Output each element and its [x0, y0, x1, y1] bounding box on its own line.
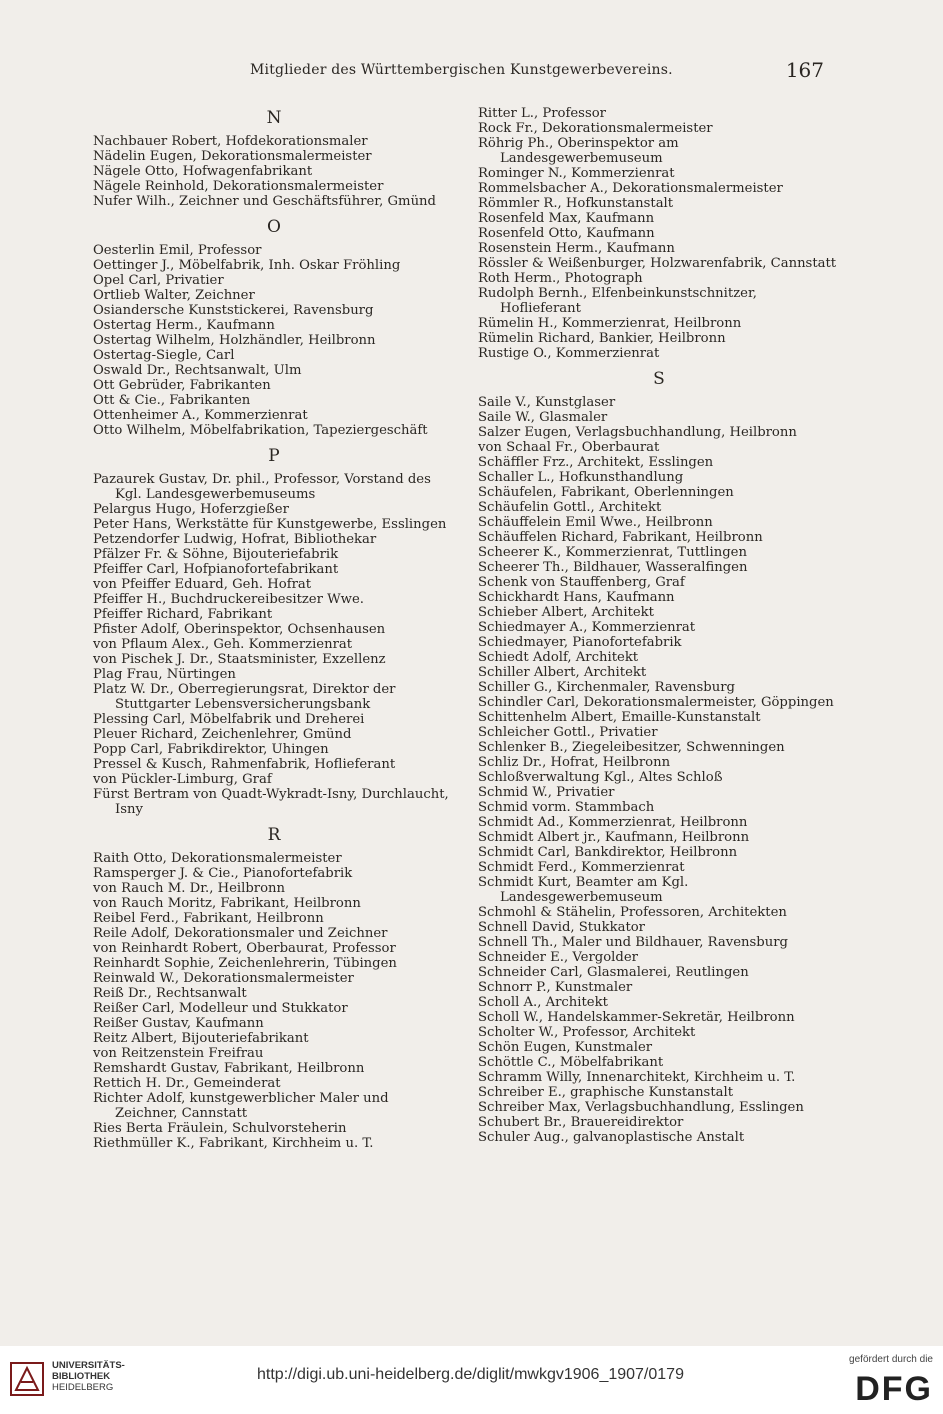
member-entry: Schieber Albert, Architekt: [478, 605, 654, 620]
library-name: [52, 1360, 125, 1393]
member-entry: Schmid W., Privatier: [478, 785, 615, 800]
member-entry: Pelargus Hugo, Hoferzgießer: [93, 502, 289, 517]
member-entry: Reitz Albert, Bijouteriefabrikant: [93, 1031, 309, 1046]
member-entry: Schnell Th., Maler und Bildhauer, Ravensburg: [478, 935, 788, 950]
page-header: [90, 58, 830, 82]
member-entry: Schöttle C., Möbelfabrikant: [478, 1055, 664, 1070]
member-entry: Nägele Reinhold, Dekorationsmalermeister: [93, 179, 384, 194]
left-column: [93, 106, 455, 1151]
member-entry: Reißer Carl, Modelleur und Stukkator: [93, 1001, 348, 1016]
member-entry: Rominger N., Kommerzienrat: [478, 166, 675, 181]
member-entry: Schäufelin Gottl., Architekt: [478, 500, 662, 515]
member-entry: Pfeiffer H., Buchdruckereibesitzer Wwe.: [93, 592, 364, 607]
member-entry: Rommelsbacher A., Dekorationsmalermeister: [478, 181, 783, 196]
member-entry: Röhrig Ph., Oberinspektor am Landesgewerbemuseum: [478, 136, 679, 166]
member-entry: von Pfeiffer Eduard, Geh. Hofrat: [93, 577, 312, 592]
member-entry: Schäuffelen Richard, Fabrikant, Heilbronn: [478, 530, 763, 545]
member-entry: von Rauch M. Dr., Heilbronn: [93, 881, 286, 896]
member-entry: Oesterlin Emil, Professor: [93, 243, 262, 258]
member-entry: von Reitzenstein Freifrau: [93, 1046, 264, 1061]
library-name-line2: BIBLIOTHEK: [52, 1371, 111, 1382]
member-entry: Rustige O., Kommerzienrat: [478, 346, 660, 361]
member-entry: von Schaal Fr., Oberbaurat: [478, 440, 660, 455]
member-entry: Schubert Br., Brauereidirektor: [478, 1115, 684, 1130]
member-entry: Popp Carl, Fabrikdirektor, Uhingen: [93, 742, 329, 757]
member-entry: Schreiber Max, Verlagsbuchhandlung, Esslingen: [478, 1100, 804, 1115]
member-entry: Schneider E., Vergolder: [478, 950, 638, 965]
member-entry: Schnorr P., Kunstmaler: [478, 980, 633, 995]
member-entry: Opel Carl, Privatier: [93, 273, 224, 288]
member-entry: Schmohl & Stähelin, Professoren, Architekten: [478, 905, 787, 920]
member-entry: Schiller G., Kirchenmaler, Ravensburg: [478, 680, 735, 695]
member-entry: Nägele Otto, Hofwagenfabrikant: [93, 164, 313, 179]
member-entry: Riethmüller K., Fabrikant, Kirchheim u. T.: [93, 1136, 374, 1151]
member-entry: Raith Otto, Dekorationsmalermeister: [93, 851, 342, 866]
member-entry: Schreiber E., graphische Kunstanstalt: [478, 1085, 734, 1100]
member-entry: Schmidt Ferd., Kommerzienrat: [478, 860, 685, 875]
member-entry: Pfister Adolf, Oberinspektor, Ochsenhausen: [93, 622, 386, 637]
member-entry: Pfeiffer Carl, Hofpianofortefabrikant: [93, 562, 339, 577]
member-entry: Schleicher Gottl., Privatier: [478, 725, 658, 740]
member-entry: Schmid vorm. Stammbach: [478, 800, 655, 815]
member-entry: Nachbauer Robert, Hofdekorationsmaler: [93, 134, 368, 149]
member-entry: Schäuffelein Emil Wwe., Heilbronn: [478, 515, 713, 530]
member-entry: Reinwald W., Dekorationsmalermeister: [93, 971, 354, 986]
member-entry: Rosenfeld Otto, Kaufmann: [478, 226, 655, 241]
member-entry: Schäufelen, Fabrikant, Oberlenningen: [478, 485, 734, 500]
member-entry: Schliz Dr., Hofrat, Heilbronn: [478, 755, 671, 770]
member-entry: Otto Wilhelm, Möbelfabrikation, Tapeziergeschäft: [93, 423, 428, 438]
member-entry: Reinhardt Sophie, Zeichenlehrerin, Tübingen: [93, 956, 397, 971]
member-entry: Nufer Wilh., Zeichner und Geschäftsführer, Gmünd: [93, 194, 436, 209]
library-name-line3: HEIDELBERG: [52, 1382, 114, 1393]
member-entry: von Reinhardt Robert, Oberbaurat, Professor: [93, 941, 396, 956]
member-entry: Rock Fr., Dekorationsmalermeister: [478, 121, 713, 136]
member-entry: Schmidt Albert jr., Kaufmann, Heilbronn: [478, 830, 750, 845]
member-entry: Plag Frau, Nürtingen: [93, 667, 236, 682]
member-entry: Schnell David, Stukkator: [478, 920, 645, 935]
member-entry: von Pflaum Alex., Geh. Kommerzienrat: [93, 637, 353, 652]
member-entry: Reiß Dr., Rechtsanwalt: [93, 986, 247, 1001]
member-entry: Pfeiffer Richard, Fabrikant: [93, 607, 273, 622]
section-letter: S: [653, 369, 665, 389]
right-column: [478, 106, 840, 1145]
member-entry: Petzendorfer Ludwig, Hofrat, Bibliothekar: [93, 532, 377, 547]
member-entry: Ostertag-Siegle, Carl: [93, 348, 235, 363]
section-letter: R: [267, 825, 281, 845]
page-number: 167: [785, 58, 824, 82]
member-entry: Peter Hans, Werkstätte für Kunstgewerbe, Esslingen: [93, 517, 447, 532]
member-entry: Pazaurek Gustav, Dr. phil., Professor, Vorstand des Kgl. Landesgewerbemuseums: [93, 472, 431, 502]
funder-block: [823, 1354, 933, 1408]
member-entry: Schiedt Adolf, Architekt: [478, 650, 639, 665]
member-entry: Saile W., Glasmaler: [478, 410, 608, 425]
member-entry: Rudolph Bernh., Elfenbeinkunstschnitzer, Hoflieferant: [478, 286, 757, 316]
member-entry: Schiedmayer A., Kommerzienrat: [478, 620, 696, 635]
footer-bar: [0, 1346, 943, 1414]
member-entry: Richter Adolf, kunstgewerblicher Maler und Zeichner, Cannstatt: [93, 1091, 389, 1121]
member-entry: Rössler & Weißenburger, Holzwarenfabrik, Cannstatt: [478, 256, 837, 271]
member-entry: Scholter W., Professor, Architekt: [478, 1025, 696, 1040]
member-entry: Schenk von Stauffenberg, Graf: [478, 575, 685, 590]
member-entry: Schittenhelm Albert, Emaille-Kunstanstalt: [478, 710, 761, 725]
member-entry: Ries Berta Fräulein, Schulvorsteherin: [93, 1121, 347, 1136]
member-entry: Pfälzer Fr. & Söhne, Bijouteriefabrik: [93, 547, 339, 562]
member-entry: Ostertag Wilhelm, Holzhändler, Heilbronn: [93, 333, 376, 348]
member-entry: Scholl W., Handelskammer-Sekretär, Heilbronn: [478, 1010, 795, 1025]
member-entry: Schlenker B., Ziegeleibesitzer, Schwenningen: [478, 740, 785, 755]
member-entry: Schloßverwaltung Kgl., Altes Schloß: [478, 770, 723, 785]
member-entry: Schiller Albert, Architekt: [478, 665, 647, 680]
member-entry: Pleuer Richard, Zeichenlehrer, Gmünd: [93, 727, 352, 742]
member-entry: Fürst Bertram von Quadt-Wykradt-Isny, Durchlaucht, Isny: [93, 787, 449, 817]
member-entry: Schneider Carl, Glasmalerei, Reutlingen: [478, 965, 749, 980]
member-entry: Roth Herm., Photograph: [478, 271, 643, 286]
member-entry: Saile V., Kunstglaser: [478, 395, 616, 410]
member-entry: Reißer Gustav, Kaufmann: [93, 1016, 264, 1031]
member-entry: Ott & Cie., Fabrikanten: [93, 393, 251, 408]
member-entry: Nädelin Eugen, Dekorationsmalermeister: [93, 149, 372, 164]
member-entry: Salzer Eugen, Verlagsbuchhandlung, Heilbronn: [478, 425, 797, 440]
member-entry: Oettinger J., Möbelfabrik, Inh. Oskar Fröhling: [93, 258, 401, 273]
member-entry: Schmidt Carl, Bankdirektor, Heilbronn: [478, 845, 738, 860]
member-entry: Scheerer Th., Bildhauer, Wasseralfingen: [478, 560, 748, 575]
member-entry: Schramm Willy, Innenarchitekt, Kirchheim u. T.: [478, 1070, 796, 1085]
member-entry: Ottenheimer A., Kommerzienrat: [93, 408, 308, 423]
member-entry: Schön Eugen, Kunstmaler: [478, 1040, 653, 1055]
funding-label: gefördert durch die: [849, 1354, 933, 1365]
member-entry: Reibel Ferd., Fabrikant, Heilbronn: [93, 911, 324, 926]
member-entry: Plessing Carl, Möbelfabrik und Dreherei: [93, 712, 365, 727]
member-entry: Schindler Carl, Dekorationsmalermeister, Göppingen: [478, 695, 834, 710]
member-entry: Oswald Dr., Rechtsanwalt, Ulm: [93, 363, 302, 378]
dfg-logo: DFG: [855, 1370, 933, 1408]
member-entry: Schaller L., Hofkunsthandlung: [478, 470, 684, 485]
member-entry: Schäffler Frz., Architekt, Esslingen: [478, 455, 714, 470]
member-entry: Rosenstein Herm., Kaufmann: [478, 241, 675, 256]
member-entry: Pressel & Kusch, Rahmenfabrik, Hoflieferant: [93, 757, 396, 772]
member-entry: Ramsperger J. & Cie., Pianofortefabrik: [93, 866, 353, 881]
running-title: Mitglieder des Württembergischen Kunstgewerbevereins.: [250, 62, 673, 78]
library-name-line1: UNIVERSITÄTS-: [52, 1360, 125, 1371]
member-entry: von Rauch Moritz, Fabrikant, Heilbronn: [93, 896, 361, 911]
member-entry: Ortlieb Walter, Zeichner: [93, 288, 255, 303]
member-entry: Remshardt Gustav, Fabrikant, Heilbronn: [93, 1061, 365, 1076]
member-entry: Ostertag Herm., Kaufmann: [93, 318, 275, 333]
member-entry: Rümelin H., Kommerzienrat, Heilbronn: [478, 316, 742, 331]
member-entry: Schickhardt Hans, Kaufmann: [478, 590, 675, 605]
member-entry: Scholl A., Architekt: [478, 995, 608, 1010]
member-entry: Reile Adolf, Dekorationsmaler und Zeichner: [93, 926, 388, 941]
member-entry: Schuler Aug., galvanoplastische Anstalt: [478, 1130, 745, 1145]
member-entry: Platz W. Dr., Oberregierungsrat, Direktor der Stuttgarter Lebensversicherungsbank: [93, 682, 396, 712]
library-seal-icon: [10, 1362, 44, 1396]
member-entry: Scheerer K., Kommerzienrat, Tuttlingen: [478, 545, 747, 560]
section-letter: O: [267, 217, 281, 237]
member-entry: Ritter L., Professor: [478, 106, 606, 121]
member-entry: Osiandersche Kunststickerei, Ravensburg: [93, 303, 374, 318]
section-letter: N: [266, 108, 282, 128]
member-entry: Schiedmayer, Pianofortefabrik: [478, 635, 682, 650]
member-entry: Römmler R., Hofkunstanstalt: [478, 196, 674, 211]
member-entry: Rosenfeld Max, Kaufmann: [478, 211, 655, 226]
member-entry: von Pischek J. Dr., Staatsminister, Exzellenz: [93, 652, 386, 667]
member-entry: Schmidt Kurt, Beamter am Kgl. Landesgewerbemuseum: [478, 875, 689, 905]
member-entry: Rettich H. Dr., Gemeinderat: [93, 1076, 281, 1091]
member-entry: Ott Gebrüder, Fabrikanten: [93, 378, 271, 393]
permalink-url[interactable]: http://digi.ub.uni-heidelberg.de/diglit/mwkgv1906_1907/0179: [257, 1366, 684, 1383]
member-entry: Rümelin Richard, Bankier, Heilbronn: [478, 331, 726, 346]
member-entry: von Pückler-Limburg, Graf: [93, 772, 272, 787]
section-letter: P: [268, 446, 280, 466]
member-entry: Schmidt Ad., Kommerzienrat, Heilbronn: [478, 815, 748, 830]
